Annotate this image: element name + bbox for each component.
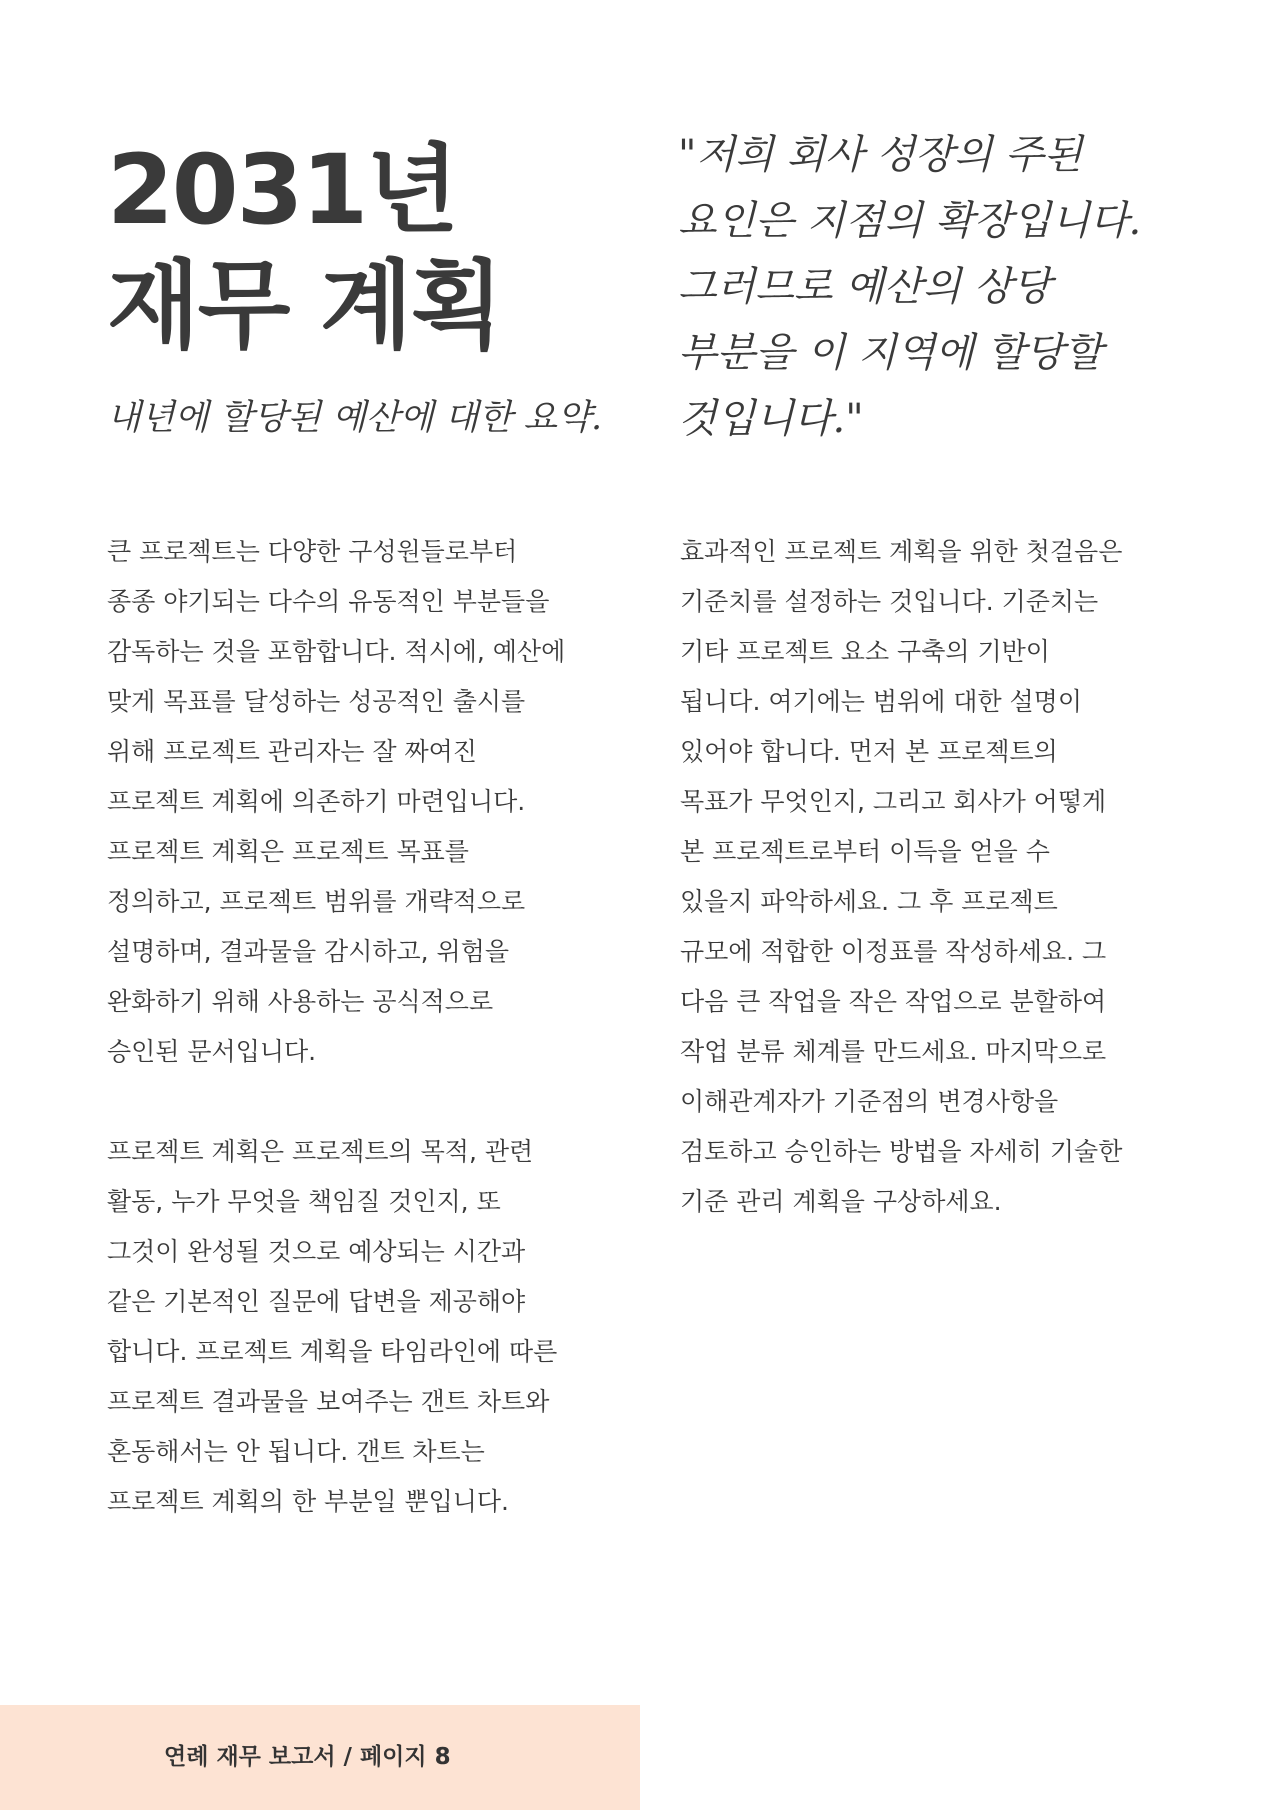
text-line: 프로젝트 계획은 프로젝트 목표를 <box>107 837 469 866</box>
text-line: 있을지 파악하세요. 그 후 프로젝트 <box>680 887 1058 916</box>
text-line: 같은 기본적인 질문에 답변을 제공해야 <box>107 1287 526 1316</box>
text-line: 다음 큰 작업을 작은 작업으로 분할하여 <box>680 987 1107 1016</box>
text-line: 본 프로젝트로부터 이득을 얻을 수 <box>680 837 1050 866</box>
text-line: 완화하기 위해 사용하는 공식적으로 <box>107 987 494 1016</box>
right-column <box>680 527 1180 1277</box>
footer-band <box>0 1705 640 1810</box>
footer-page-label: 연례 재무 보고서 / 페이지 8 <box>164 1744 451 1770</box>
quote-line: "저희 회사 성장의 주된 <box>678 132 1083 178</box>
text-line: 승인된 문서입니다. <box>107 1037 317 1066</box>
text-line: 설명하며, 결과물을 감시하고, 위험을 <box>107 937 509 966</box>
text-line: 프로젝트 계획은 프로젝트의 목적, 관련 <box>107 1137 534 1166</box>
text-line: 프로젝트 결과물을 보여주는 갠트 차트와 <box>107 1387 550 1416</box>
text-line: 효과적인 프로젝트 계획을 위한 첫걸음은 <box>680 537 1123 566</box>
text-line: 프로젝트 계획에 의존하기 마련입니다. <box>107 787 526 816</box>
text-line: 혼동해서는 안 됩니다. 갠트 차트는 <box>107 1437 485 1466</box>
pull-quote <box>678 122 1198 452</box>
text-line: 그것이 완성될 것으로 예상되는 시간과 <box>107 1237 526 1266</box>
text-line: 기준 관리 계획을 구상하세요. <box>680 1187 1002 1216</box>
text-line: 검토하고 승인하는 방법을 자세히 기술한 <box>680 1137 1123 1166</box>
text-line: 기준치를 설정하는 것입니다. 기준치는 <box>680 587 1099 616</box>
text-line: 위해 프로젝트 관리자는 잘 짜여진 <box>107 737 477 766</box>
quote-line: 그러므로 예산의 상당 <box>678 264 1052 310</box>
text-line: 목표가 무엇인지, 그리고 회사가 어떻게 <box>680 787 1107 816</box>
quote-line: 것입니다." <box>678 396 864 442</box>
text-line: 감독하는 것을 포함합니다. 적시에, 예산에 <box>107 637 566 666</box>
text-line: 작업 분류 체계를 만드세요. 마지막으로 <box>680 1037 1107 1066</box>
paragraph-3 <box>680 527 1180 1227</box>
page-title <box>107 132 627 364</box>
text-line: 맞게 목표를 달성하는 성공적인 출시를 <box>107 687 526 716</box>
text-line: 프로젝트 계획의 한 부분일 뿐입니다. <box>107 1487 509 1516</box>
paragraph-1 <box>107 527 647 1077</box>
text-line: 합니다. 프로젝트 계획을 타임라인에 따른 <box>107 1337 558 1366</box>
text-line: 큰 프로젝트는 다양한 구성원들로부터 <box>107 537 518 566</box>
quote-line: 부분을 이 지역에 할당할 <box>678 330 1103 376</box>
text-line: 종종 야기되는 다수의 유동적인 부분들을 <box>107 587 550 616</box>
subtitle: 내년에 할당된 예산에 대한 요약. <box>107 398 603 438</box>
text-line: 이해관계자가 기준점의 변경사항을 <box>680 1087 1059 1116</box>
text-line: 규모에 적합한 이정표를 작성하세요. 그 <box>680 937 1107 966</box>
text-line: 있어야 합니다. 먼저 본 프로젝트의 <box>680 737 1058 766</box>
text-line: 됩니다. 여기에는 범위에 대한 설명이 <box>680 687 1082 716</box>
text-line: 기타 프로젝트 요소 구축의 기반이 <box>680 637 1050 666</box>
quote-line: 요인은 지점의 확장입니다. <box>678 198 1142 244</box>
title-line-2: 재무 계획 <box>107 250 502 362</box>
paragraph-2 <box>107 1127 647 1527</box>
left-column <box>107 527 647 1577</box>
text-line: 정의하고, 프로젝트 범위를 개략적으로 <box>107 887 526 916</box>
text-line: 활동, 누가 무엇을 책임질 것인지, 또 <box>107 1187 501 1216</box>
title-line-1: 2031년 <box>107 134 457 246</box>
